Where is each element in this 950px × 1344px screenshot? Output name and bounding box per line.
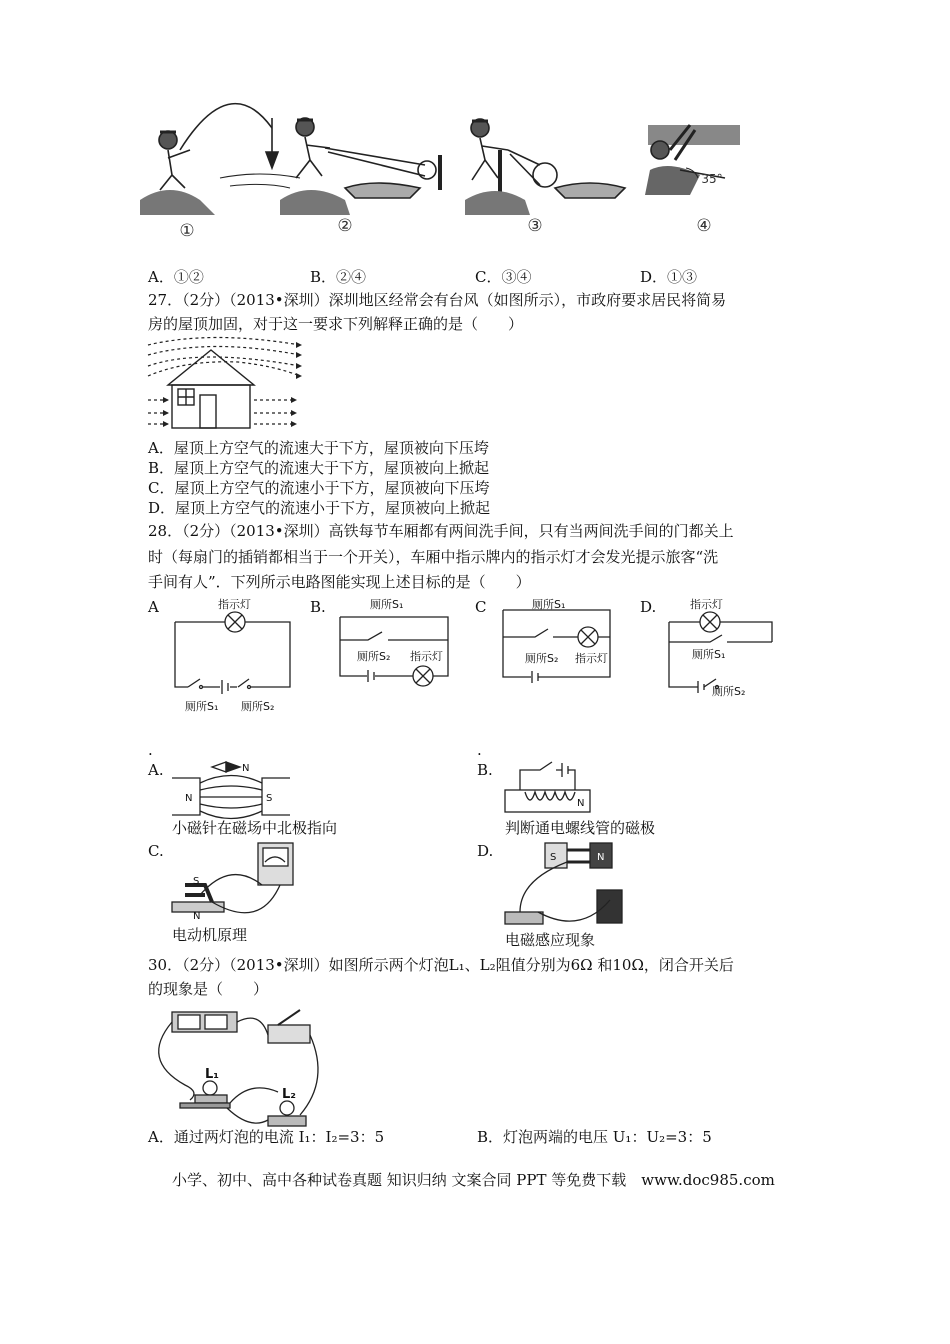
q29-a-pole-n-left: N: [185, 793, 193, 804]
q26-fig1: [140, 104, 300, 215]
q27-option-d: D．屋顶上方空气的流速小于下方，屋顶被向上掀起: [148, 499, 491, 517]
q26-fig4: [645, 125, 740, 195]
q29-caption-c: 电动机原理: [172, 926, 248, 944]
circuit-c: [503, 610, 610, 683]
circuit-c-s1-label: 厕所S₁: [532, 598, 566, 611]
circuit-a-s1-label: 厕所S₁: [185, 700, 219, 713]
q29-d-pole-n: N: [597, 852, 605, 863]
circuit-c-lamp-label: 指示灯: [575, 652, 608, 665]
circuit-a: [175, 612, 290, 694]
q26-option-a: A．①②: [148, 268, 204, 286]
q29-letter-c: C.: [148, 842, 164, 860]
q27-house-figure: [0, 335, 950, 435]
q26-figures: [0, 0, 950, 250]
q29-fig-a: [172, 762, 290, 819]
q29-a-pole-s-right: S: [266, 793, 273, 804]
q29-c-pole-n: N: [193, 911, 201, 922]
page-footer: 小学、初中、高中各种试卷真题 知识归纳 文案合同 PPT 等免费下载 www.doc985.com: [172, 1171, 775, 1189]
q28-letter-d: D.: [640, 598, 657, 616]
q30-stem-2: 的现象是（ ）: [148, 980, 269, 998]
q26-fig-label-4: ④: [696, 216, 712, 236]
q29-figures: [0, 760, 950, 920]
q29-letter-a: A.: [148, 761, 164, 779]
circuit-d-lamp-label: 指示灯: [690, 598, 723, 611]
q30-l1-label: L₁: [205, 1067, 219, 1082]
circuit-d-s1-label: 厕所S₁: [692, 648, 726, 661]
q29-letter-d: D.: [477, 842, 494, 860]
q30-figure: [0, 1000, 950, 1140]
q26-option-b: B．②④: [310, 268, 367, 286]
q27-option-a: A．屋顶上方空气的流速大于下方，屋顶被向下压垮: [148, 439, 489, 457]
circuit-a-s2-label: 厕所S₂: [241, 700, 275, 713]
q30-l2-label: L₂: [282, 1087, 296, 1102]
q26-fig-label-3: ③: [527, 216, 543, 236]
q27-stem-2: 房的屋顶加固，对于这一要求下列解释正确的是（ ）: [148, 315, 524, 333]
q29-a-needle-n: N: [242, 763, 250, 774]
q29-dot-left: .: [148, 741, 153, 759]
circuit-b-lamp-label: 指示灯: [410, 650, 443, 663]
q30-stem-1: 30．（2分）（2013•深圳）如图所示两个灯泡L₁、L₂阻值分别为6Ω 和10Ω，闭合开关后: [148, 956, 734, 974]
q28-letter-b: B.: [310, 598, 326, 616]
q26-fig2: [280, 118, 440, 215]
q29-dot-right: .: [477, 741, 482, 759]
q28-circuits: [0, 592, 950, 722]
q27-stem-1: 27．（2分）（2013•深圳）深圳地区经常会有台风（如图所示），市政府要求居民将简易: [148, 291, 727, 309]
q29-caption-b: 判断通电螺线管的磁极: [505, 819, 656, 837]
q30-option-b: B．灯泡两端的电压 U₁：U₂=3：5: [477, 1128, 712, 1146]
q28-stem-2: 时（每扇门的插销都相当于一个开关），车厢中指示牌内的指示灯才会发光提示旅客“洗: [148, 548, 719, 566]
q29-caption-d: 电磁感应现象: [505, 931, 596, 949]
q29-b-pole-n: N: [577, 798, 585, 809]
q29-letter-b: B.: [477, 761, 493, 779]
q28-stem-1: 28．（2分）（2013•深圳）高铁每节车厢都有两间洗手间，只有当两间洗手间的门都关上: [148, 522, 734, 540]
circuit-d-s2-label: 厕所S₂: [712, 685, 746, 698]
circuit-c-s2-label: 厕所S₂: [525, 652, 559, 665]
circuit-b-s1-label: 厕所S₁: [370, 598, 404, 611]
q26-fig-label-1: ①: [179, 221, 195, 241]
q26-fig-label-2: ②: [337, 216, 353, 236]
circuit-b-s2-label: 厕所S₂: [357, 650, 391, 663]
q29-c-pole-s: S: [193, 876, 200, 887]
q26-fig3: [465, 119, 625, 215]
q28-stem-3: 手间有人”．下列所示电路图能实现上述目标的是（ ）: [148, 573, 531, 591]
q27-option-c: C．屋顶上方空气的流速小于下方，屋顶被向下压垮: [148, 479, 490, 497]
q28-letter-c: C: [475, 598, 487, 616]
q27-option-b: B．屋顶上方空气的流速大于下方，屋顶被向上掀起: [148, 459, 490, 477]
q29-fig-c: [172, 843, 293, 913]
circuit-a-lamp-label: 指示灯: [218, 598, 251, 611]
q29-caption-a: 小磁针在磁场中北极指向: [172, 819, 338, 837]
q26-option-d: D．①③: [640, 268, 698, 286]
q28-letter-a: A: [148, 598, 159, 616]
q26-option-c: C．③④: [475, 268, 532, 286]
q29-d-pole-s: S: [550, 852, 557, 863]
q26-angle-label: 35°: [701, 172, 723, 186]
q30-option-a: A．通过两灯泡的电流 I₁：I₂=3：5: [148, 1128, 385, 1146]
